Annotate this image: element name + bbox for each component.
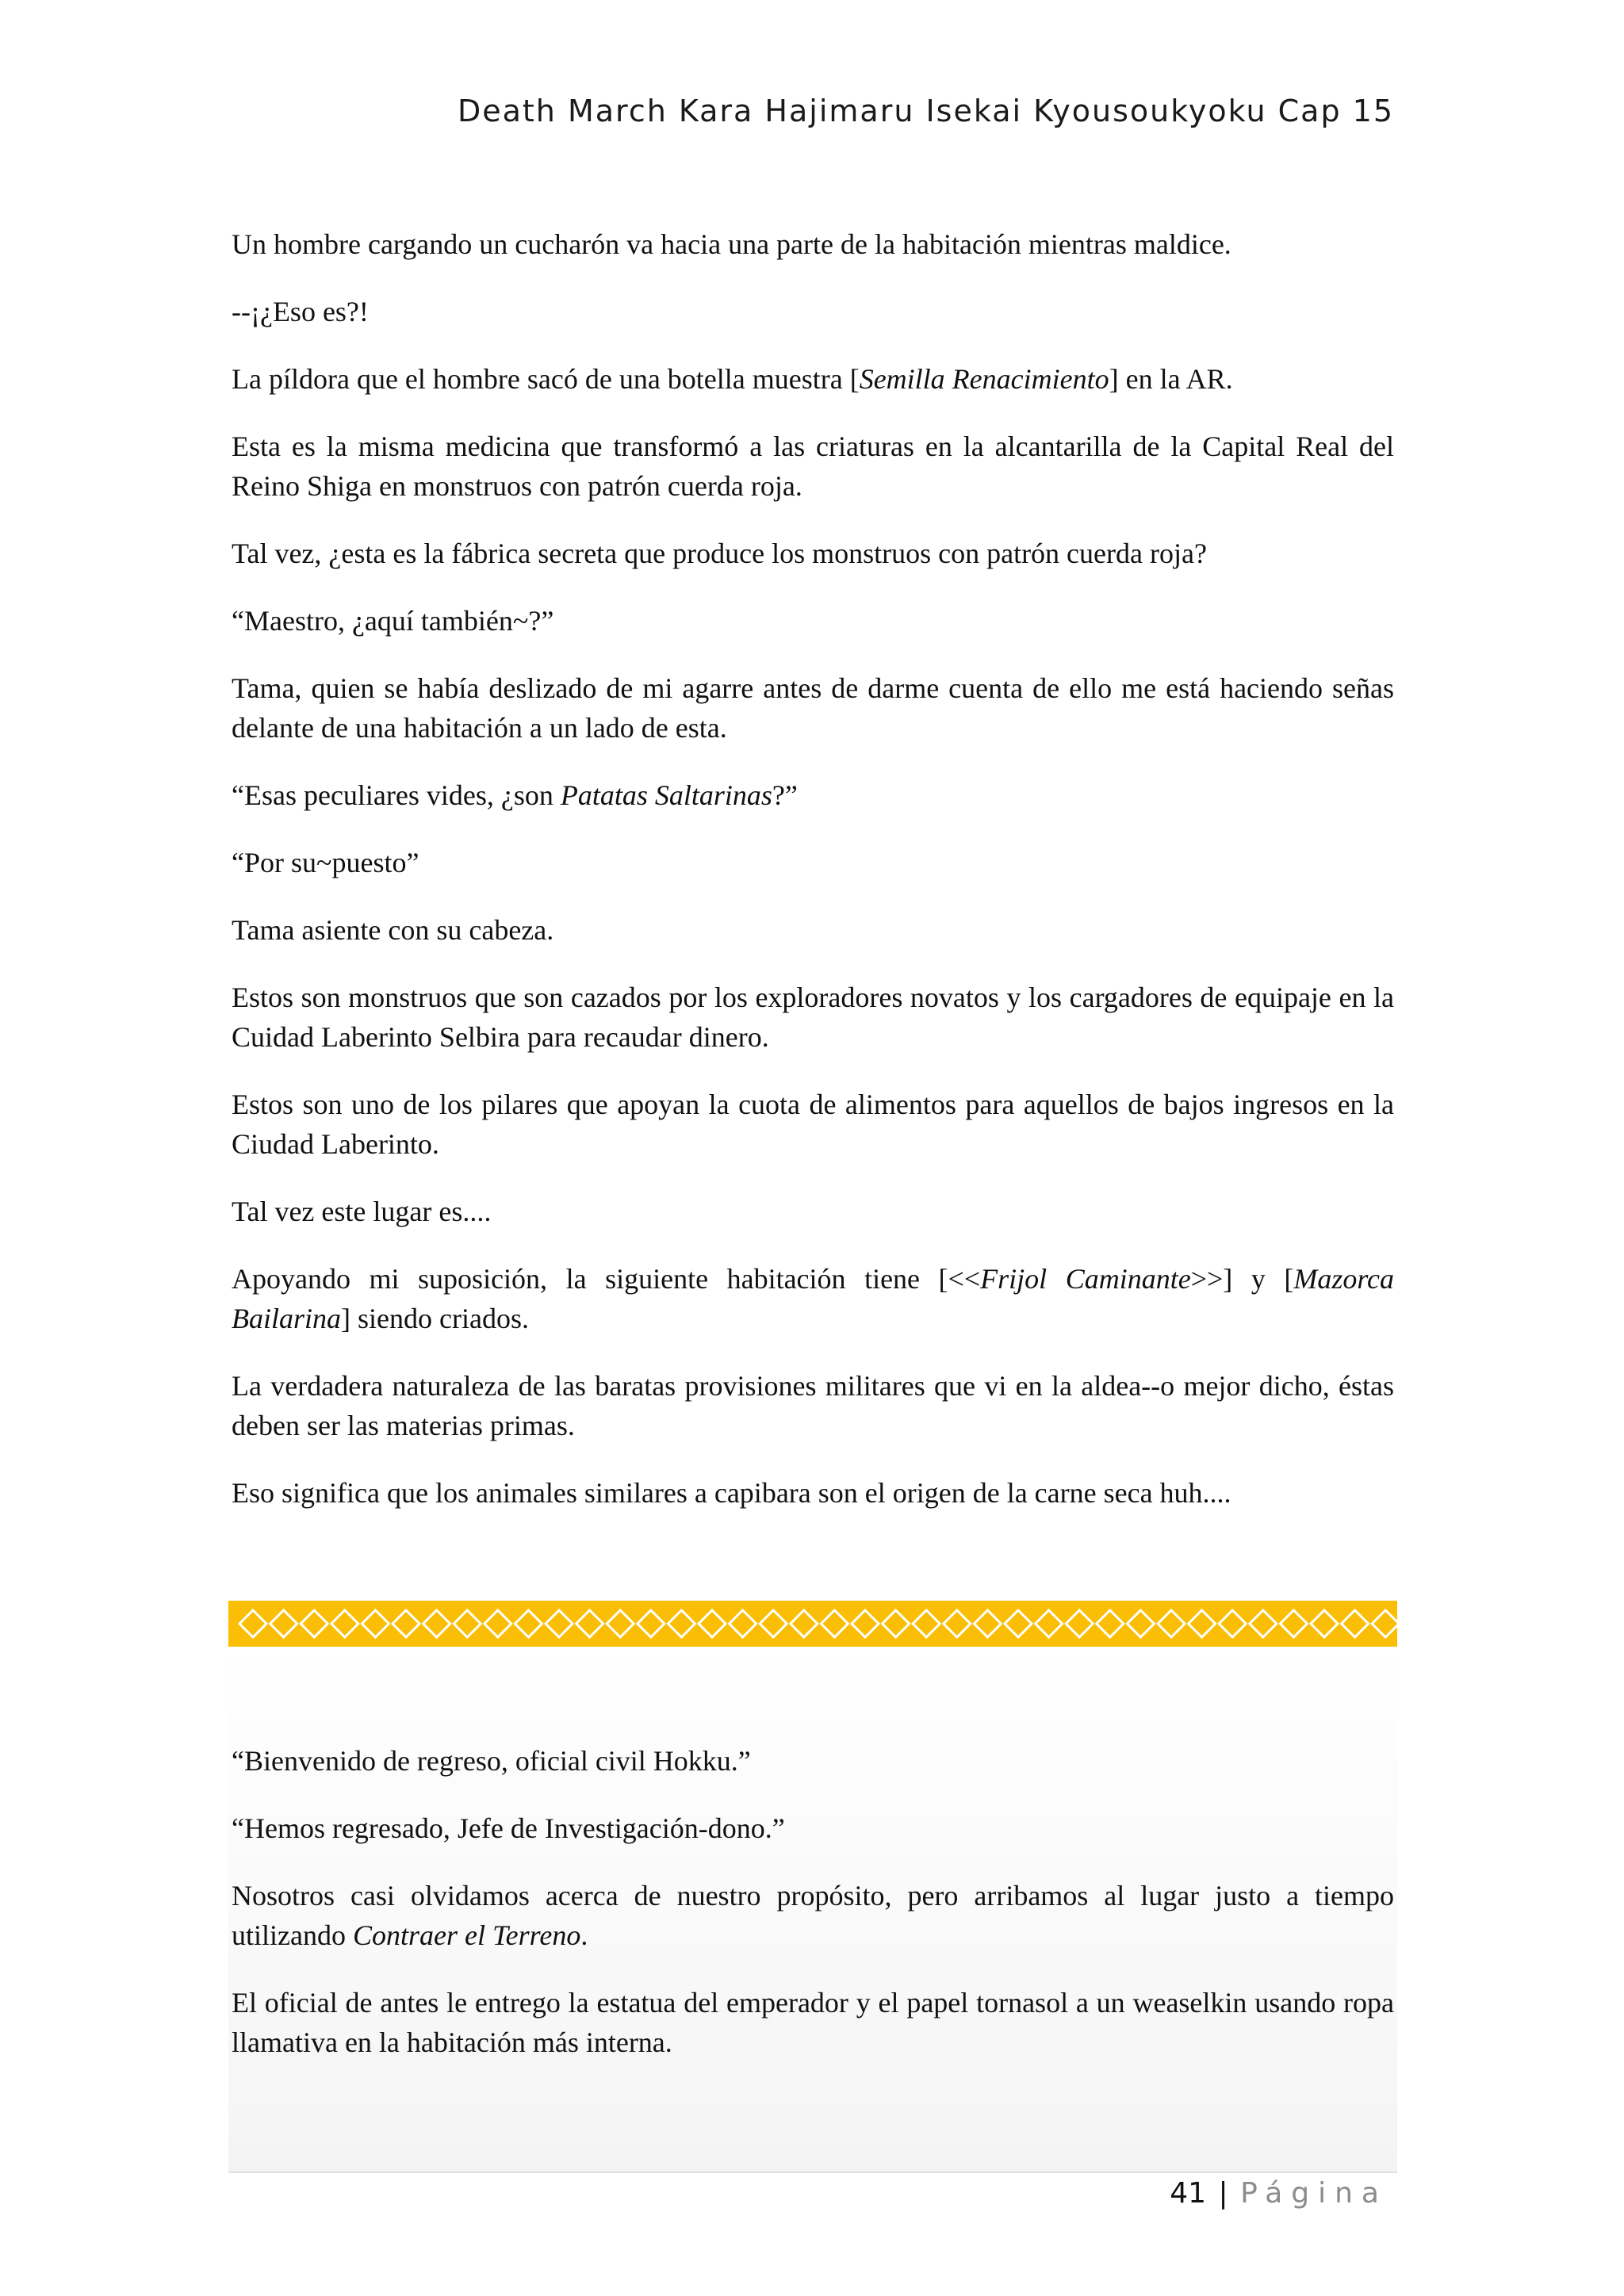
text-run: >>] y [ [1190,1263,1294,1295]
footer-rule [228,2172,1397,2173]
text-run: “Hemos regresado, Jefe de Investigación-dono.” [232,1812,785,1844]
diamond-ornament [1036,1610,1063,1637]
paragraph [232,1259,1394,1338]
diamond-ornament [393,1610,419,1637]
diamond-ornament [1250,1610,1277,1637]
diamond-ornament [760,1610,787,1637]
diamond-ornament [1311,1610,1338,1637]
text-run: Estos son monstruos que son cazados por los exploradores novatos y los cargadores de equipaje en la Cuidad Laberinto Selbira para recaudar dinero. [232,982,1394,1053]
diamond-ornament [913,1610,940,1637]
page-footer [228,2177,1388,2210]
text-run: “Esas peculiares vides, ¿son [232,779,561,811]
text-run: Tama asiente con su cabeza. [232,914,554,946]
text-run: . [580,1919,588,1951]
text-run: ] siendo criados. [341,1303,529,1334]
text-run: La píldora que el hombre sacó de una botella muestra [ [232,363,860,395]
text-section-2 [232,1741,1394,2062]
italic-term: Frijol Caminante [980,1263,1191,1295]
paragraph [232,668,1394,748]
diamond-ornament [1342,1610,1369,1637]
diamond-ornament [668,1610,695,1637]
paragraph [232,292,1394,331]
diamond-ornament [699,1610,726,1637]
text-run: Nosotros casi olvidamos acerca de nuestro propósito, pero arribamos al lugar justo a tiempo utilizando [232,1880,1394,1951]
diamond-ornament [638,1610,665,1637]
page-word: Página [1240,2177,1388,2210]
header-title: Death March Kara Hajimaru Isekai Kyousoukyoku Cap 15 [457,94,1394,128]
paragraph [232,1473,1394,1513]
italic-term: Patatas Saltarinas [560,779,772,811]
diamond-ornament [791,1610,818,1637]
text-run: Tal vez, ¿esta es la fábrica secreta que produce los monstruos con patrón cuerda roja? [232,538,1207,569]
text-run: El oficial de antes le entrego la estatua del emperador y el papel tornasol a un weaselkin usando ropa llamativa en la habitación más interna. [232,1987,1394,2058]
footer-separator: | [1218,2177,1228,2210]
diamond-ornament [485,1610,511,1637]
paragraph [232,843,1394,882]
diamond-ornament [821,1610,848,1637]
diamond-ornament [1097,1610,1124,1637]
diamond-ornament [730,1610,756,1637]
text-run: Tama, quien se había deslizado de mi agarre antes de darme cuenta de ello me está haciendo señas delante de una habitación a un lado de esta. [232,672,1394,744]
running-header [228,94,1394,128]
diamond-ornament [607,1610,634,1637]
italic-term: Contraer el Terreno [352,1919,581,1951]
paragraph [232,775,1394,815]
text-run: Apoyando mi suposición, la siguiente habitación tiene [<< [232,1263,981,1295]
paragraph [232,224,1394,264]
text-run: “Por su~puesto” [232,847,419,878]
text-run: La verdadera naturaleza de las baratas provisiones militares que vi en la aldea--o mejor dicho, éstas deben ser las materias primas. [232,1370,1394,1441]
diamond-ornament [944,1610,971,1637]
diamond-ornament [974,1610,1001,1637]
text-section-1 [232,224,1394,1513]
diamond-ornament [883,1610,910,1637]
diamond-ornament [423,1610,450,1637]
text-run: “Maestro, ¿aquí también~?” [232,605,554,637]
diamond-ornament [270,1610,297,1637]
text-run: Eso significa que los animales similares a capibara son el origen de la carne seca huh.... [232,1477,1231,1509]
diamond-ornament [1005,1610,1032,1637]
diamond-ornament [515,1610,542,1637]
paragraph [232,1085,1394,1164]
text-run: Estos son uno de los pilares que apoyan la cuota de alimentos para aquellos de bajos ingresos en la Ciudad Laberinto. [232,1089,1394,1160]
paragraph [232,1366,1394,1445]
italic-term: Semilla Renacimiento [859,363,1109,395]
paragraph [232,534,1394,573]
page-number: 41 [1170,2177,1207,2210]
text-run: --¡¿Eso es?! [232,296,369,327]
diamond-ornament [1127,1610,1154,1637]
decorative-divider [228,1601,1397,1647]
diamond-ornament [1372,1610,1397,1637]
text-run: Un hombre cargando un cucharón va hacia una parte de la habitación mientras maldice. [232,228,1231,260]
diamond-ornament [576,1610,603,1637]
italic-term: Mazorca Bailarina [232,1263,1394,1334]
paragraph [232,1876,1394,1955]
diamond-ornament [301,1610,327,1637]
paragraph [232,427,1394,506]
diamond-ornament [546,1610,573,1637]
paragraph [232,359,1394,399]
paragraph [232,978,1394,1057]
text-run: ?” [772,779,798,811]
text-run: Esta es la misma medicina que transformó a las criaturas en la alcantarilla de la Capital Real del Reino Shiga en monstruos con patrón cuerda roja. [232,430,1394,502]
paragraph [232,910,1394,950]
diamond-ornament [239,1610,266,1637]
text-run: “Bienvenido de regreso, oficial civil Hokku.” [232,1745,751,1777]
diamond-ornament [1066,1610,1093,1637]
diamond-ornament [454,1610,481,1637]
diamond-ornament [1158,1610,1185,1637]
diamond-ornament [1280,1610,1307,1637]
diamond-ornament [331,1610,358,1637]
paragraph [232,1741,1394,1781]
paragraph [232,1808,1394,1848]
paragraph [232,601,1394,641]
text-run: Tal vez este lugar es.... [232,1196,492,1227]
paragraph [232,1192,1394,1231]
diamond-ornament [1219,1610,1246,1637]
diamond-ornament [362,1610,389,1637]
paragraph [232,1983,1394,2062]
text-run: ] en la AR. [1109,363,1233,395]
diamond-pattern [228,1601,1397,1647]
diamond-ornament [1189,1610,1216,1637]
diamond-ornament [852,1610,879,1637]
